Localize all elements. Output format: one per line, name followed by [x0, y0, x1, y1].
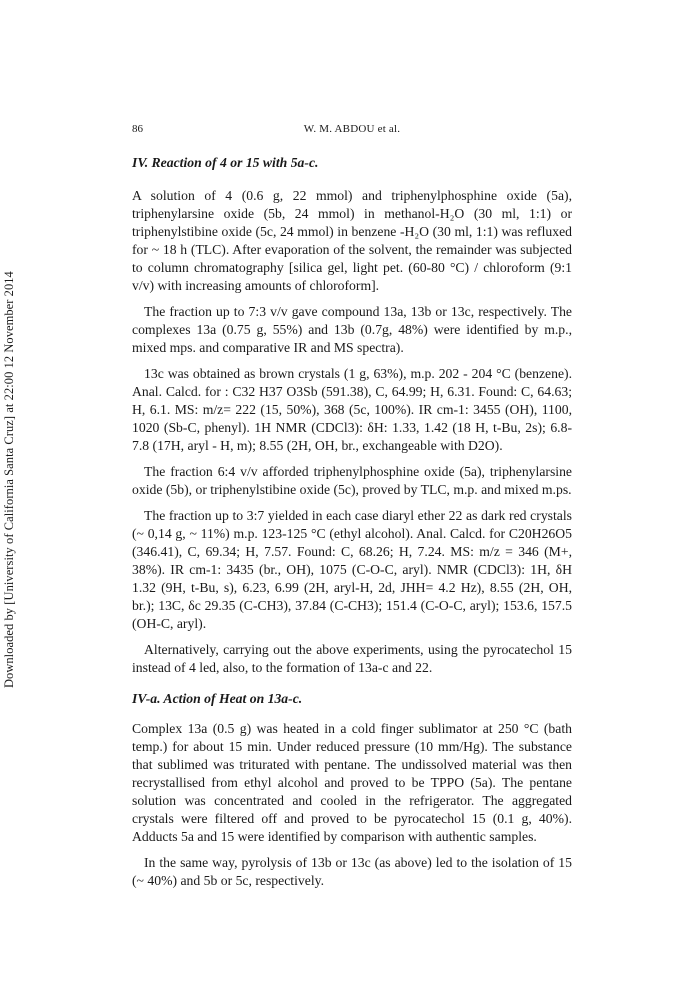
section-iva-heading: IV-a. Action of Heat on 13a-c. [132, 691, 303, 706]
section-iv-para-1: A solution of 4 (0.6 g, 22 mmol) and triphenylphosphine oxide (5a), triphenylarsine oxide (5b, 24 mmol) in methanol-H₂O (30 ml, 1:1) or triphenylstibine oxide (5c, 24 mmol) in benzene -H₂O (30 ml, 1:1) was refluxed for ~ 18 h (TLC). After evaporation of the solvent, the remainder was subjected to column chromatography [silica gel, light pet. (60-80 °C) / chloroform (9:1 v/v) with increasing amounts of chloroform]. [132, 188, 572, 293]
section-iv-para-3: 13c was obtained as brown crystals (1 g, 63%), m.p. 202 - 204 °C (benzene). Anal. Calcd. for : C32 H37 O3Sb (591.38), C, 64.99; H, 6.31. Found: C, 64.63; H, 6.1. MS: m/z= 222 (15, 50%), 368 (5c, 100%). IR cm-1: 3455 (OH), 1100, 1020 (Sb-C, phenyl). 1H NMR (CDCl3): δH: 1.33, 1.42 (18 H, t-Bu, 2s); 6.8-7.8 (17H, aryl - H, m); 8.55 (2H, OH, br., exchangeable with D2O). [132, 366, 572, 453]
article-body [132, 154, 572, 890]
running-head: W. M. ABDOU et al. [303, 123, 401, 135]
page-number: 86 [132, 123, 143, 135]
section-iva-para-1: Complex 13a (0.5 g) was heated in a cold finger sublimator at 250 °C (bath temp.) for about 15 min. Under reduced pressure (10 mm/Hg). The substance that sublimed was triturated with pentane. The undissolved material was then recrystallised from ethyl alcohol and proved to be TPPO (5a). The pentane solution was concentrated and cooled in the refrigerator. The aggregated crystals were filtered off and proved to be pyrocatechol 15 (0.1 g, 40%). Adducts 5a and 15 were identified by comparison with authentic samples. [132, 721, 572, 844]
download-watermark: Downloaded by [University of California Santa Cruz] at 22:00 12 November 2014 [2, 271, 16, 689]
section-iv-para-6: Alternatively, carrying out the above experiments, using the pyrocatechol 15 instead of 4 led, also, to the formation of 13a-c and 22. [132, 642, 572, 675]
section-iv-heading: IV. Reaction of 4 or 15 with 5a-c. [132, 155, 319, 170]
section-iv-para-5: The fraction up to 3:7 yielded in each case diaryl ether 22 as dark red crystals (~ 0,14 g, ~ 11%) m.p. 123-125 °C (ethyl alcohol). Anal. Calcd. for C20H26O5 (346.41), C, 69.34; H, 7.57. Found: C, 68.26; H, 7.24. MS: m/z = 346 (M+, 38%). IR cm-1: 3435 (br., OH), 1075 (C-O-C, aryl). NMR (CDCl3): 1H, δH 1.32 (9H, t-Bu, s), 6.23, 6.99 (2H, aryl-H, 2d, JHH= 4.2 Hz), 8.55 (2H, OH, br.); 13C, δc 29.35 (C-CH3), 37.84 (C-CH3); 151.4 (C-O-C, aryl); 153.6, 157.5 (OH-C, aryl). [132, 508, 572, 631]
section-iva-para-2: In the same way, pyrolysis of 13b or 13c (as above) led to the isolation of 15 (~ 40%) and 5b or 5c, respectively. [132, 855, 572, 888]
section-iv-para-2: The fraction up to 7:3 v/v gave compound 13a, 13b or 13c, respectively. The complexes 13a (0.75 g, 55%) and 13b (0.7g, 48%) were identified by m.p., mixed mps. and comparative IR and MS spectra). [132, 304, 572, 355]
section-iv-para-4: The fraction 6:4 v/v afforded triphenylphosphine oxide (5a), triphenylarsine oxide (5b), or triphenylstibine oxide (5c), proved by TLC, m.p. and mixed m.ps. [132, 464, 572, 497]
